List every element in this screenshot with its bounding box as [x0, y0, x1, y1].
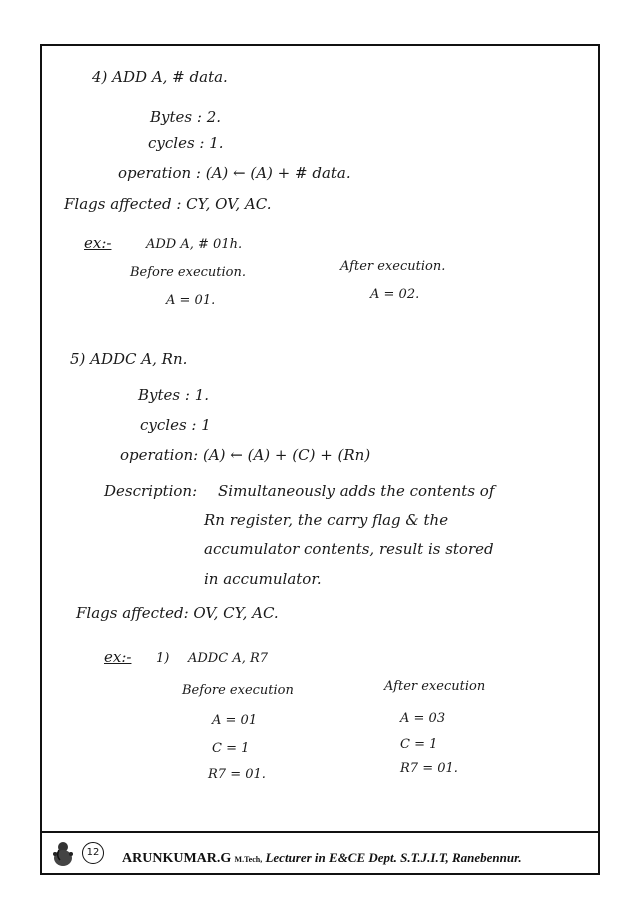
sec5-description-line4: in accumulator.	[204, 570, 322, 588]
sec5-description-line2: Rn register, the carry flag & the	[204, 511, 449, 529]
author-degree: M.Tech,	[234, 855, 263, 864]
sec5-before-label: Before execution	[182, 683, 294, 698]
sec4-cycles: cycles : 1.	[148, 134, 224, 152]
sec4-flags: Flags affected : CY, OV, AC.	[64, 195, 272, 213]
sec5-flags: Flags affected: OV, CY, AC.	[76, 604, 279, 622]
sec4-heading: 4) ADD A, # data.	[92, 68, 228, 86]
sec4-after-label: After execution.	[340, 259, 446, 274]
footer-author-line	[122, 850, 522, 867]
sec5-example-number: 1)	[156, 651, 170, 666]
sec5-heading: 5) ADDC A, Rn.	[70, 350, 188, 368]
footer-divider	[40, 831, 600, 833]
sec5-operation: operation: (A) ← (A) + (C) + (Rn)	[120, 446, 371, 464]
sec5-after-a: A = 03	[400, 711, 446, 726]
sec4-bytes: Bytes : 2.	[150, 108, 222, 126]
sec5-description-line1: Simultaneously adds the contents of	[218, 482, 495, 500]
sec5-after-label: After execution	[384, 679, 486, 694]
sec4-example-label: ex:-	[84, 234, 112, 252]
sec5-description-line3: accumulator contents, result is stored	[204, 540, 494, 558]
sec4-operation: operation : (A) ← (A) + # data.	[118, 164, 351, 182]
page-number-badge: 12	[82, 842, 104, 864]
ganesha-emblem-icon	[48, 838, 78, 868]
sec5-description-label: Description:	[104, 482, 198, 500]
sec5-example-instruction: ADDC A, R7	[188, 651, 269, 666]
author-role: Lecturer in E&CE Dept. S.T.J.I.T, Ranebennur.	[265, 850, 522, 865]
sec5-before-c: C = 1	[212, 741, 250, 756]
sec5-cycles: cycles : 1	[140, 416, 211, 434]
sec4-after-a: A = 02.	[370, 287, 420, 302]
sec4-before-a: A = 01.	[166, 293, 216, 308]
sec5-after-r7: R7 = 01.	[400, 761, 458, 776]
sec5-before-a: A = 01	[212, 713, 258, 728]
sec4-example-instruction: ADD A, # 01h.	[146, 237, 243, 252]
sec5-bytes: Bytes : 1.	[138, 386, 210, 404]
sec5-before-r7: R7 = 01.	[208, 767, 266, 782]
sec4-before-label: Before execution.	[130, 265, 247, 280]
author-name: ARUNKUMAR.G	[122, 851, 232, 866]
sec5-example-label: ex:-	[104, 648, 132, 666]
sec5-after-c: C = 1	[400, 737, 438, 752]
